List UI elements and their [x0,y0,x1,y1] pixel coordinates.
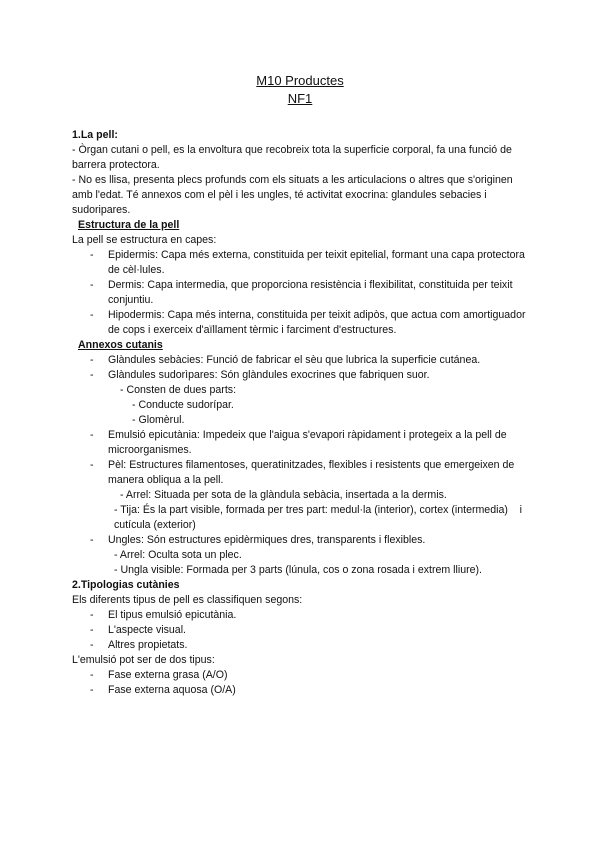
emulsio-list [72,668,532,698]
list-item: - Glàndules sebàcies: Funció de fabricar el sèu que lubrica la superficie cutánea. [72,353,532,368]
paragraph-1: - Òrgan cutani o pell, es la envoltura que recobreix tota la superficie corporal, fa una funció de barrera protectora. [72,144,512,171]
list-item: - El tipus emulsió epicutània. [72,608,532,623]
section-1-heading: 1.La pell: [72,129,118,141]
annexos-heading: Annexos cutanis [78,339,163,351]
estructura-intro: La pell se estructura en capes: [72,234,217,246]
list-item: - Dermis: Capa intermedia, que proporciona resistència i flexibilitat, constituida per teixit conjuntiu. [72,278,532,308]
list-item: - Ungles: Són estructures epidèrmiques dres, transparents i flexibles. [72,533,532,548]
sublist-item: - Conducte sudorípar. [132,399,234,411]
document-subtitle: NF1 [287,91,313,106]
list-item: - Glàndules sudorìpares: Són glàndules exocrines que fabriquen suor. [72,368,532,383]
list-item: - Pèl: Estructures filamentoses, queratinitzades, flexibles i resistents que emergeixen de manera obliqua a la pell. [72,458,532,488]
sublist-item: - Arrel: Oculta sota un plec. [114,549,242,561]
list-item: - Hipodermis: Capa més interna, constituida per teixit adipòs, que actua com amortiguador de cops i exerceix d'aïllament tèrmic i farciment d'estructures. [72,308,532,338]
list-item: - Fase externa grasa (A/O) [72,668,532,683]
list-item: - Emulsió epicutània: Impedeix que l'aigua s'evapori ràpidament i protegeix a la pell de microorganismes. [72,428,532,458]
document-title: M10 Productes [256,73,344,88]
paragraph-2: - No es llisa, presenta plecs profunds com els situats a les articulacions o altres que s'originen amb l'edat. Té annexos com el pèl i les ungles, té activitat exocrina: glandules sebacies i sudoripares. [72,174,513,216]
section-2-intro: Els diferents tipus de pell es classifiquen segons: [72,594,303,606]
sublist-item: - Consten de dues parts: [120,384,237,396]
section-2-intro-2: L'emulsió pot ser de dos tipus: [72,654,215,666]
list-item: - Fase externa aquosa (O/A) [72,683,532,698]
sublist-item: - Ungla visible: Formada per 3 parts (lúnula, cos o zona rosada i extrem lliure). [114,564,482,576]
document-body [72,128,532,698]
annexos-list-2 [72,428,532,488]
list-item: - L'aspecte visual. [72,623,532,638]
estructura-list [72,248,532,338]
sublist-item: - Glomèrul. [132,414,185,426]
sublist-item: - Arrel: Situada per sota de la glàndula sebàcia, insertada a la dermis. [120,489,447,501]
list-item: - Epidermis: Capa més externa, constituida per teixit epitelial, formant una capa protectora de cèl·lules. [72,248,532,278]
annexos-list-3 [72,533,532,548]
tipologies-list [72,608,532,653]
section-2-heading: 2.Tipologias cutànies [72,579,180,591]
estructura-heading: Estructura de la pell [78,219,180,231]
list-item: - Altres propietats. [72,638,532,653]
annexos-list [72,353,532,383]
sublist-item: - Tija: És la part visible, formada per tres part: medul·la (interior), cortex (intermedia) i cutícula (exterior) [114,504,525,531]
